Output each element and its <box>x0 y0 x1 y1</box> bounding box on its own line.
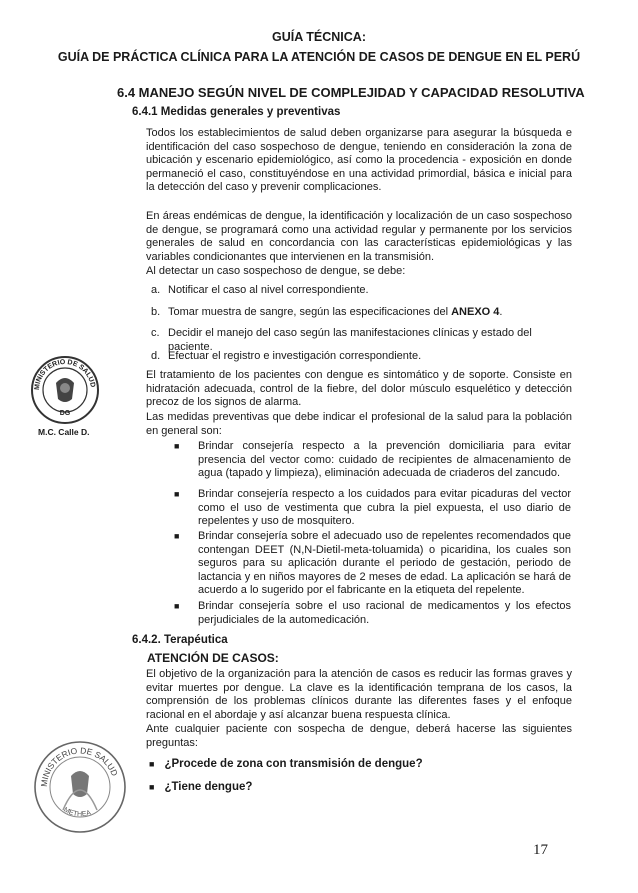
list-item-d <box>151 350 571 364</box>
bullet-icon: ■ <box>174 489 180 499</box>
subsection-title-6-4-2: 6.4.2. Terapéutica <box>132 634 228 646</box>
list-label: c. <box>151 327 160 339</box>
bullet-icon: ■ <box>149 759 155 769</box>
list-text: Tomar muestra de sangre, según las especificaciones del <box>168 306 449 318</box>
header-title: GUÍA TÉCNICA: <box>272 30 366 44</box>
svg-text:MINISTERIO DE SALUD: MINISTERIO DE SALUD <box>33 358 96 391</box>
question-text: ¿Procede de zona con transmisión de dengue? <box>164 758 423 770</box>
question-1 <box>149 758 423 770</box>
question-text: ¿Tiene dengue? <box>164 781 253 793</box>
bullet-icon: ■ <box>174 531 180 541</box>
paragraph-1: Todos los establecimientos de salud deben organizarse para asegurar la búsqueda e identificación del caso sospechoso de dengue, teniendo en consideración la zona de ubicación y escenario epidemiológico, así como la procedencia - exposición en donde permaneció el caso, constituyéndose en una actividad primordial, básica e inicial para la detección del caso y prevenir complicaciones. <box>146 127 572 194</box>
page-number: 17 <box>533 842 548 858</box>
list-item-a <box>151 284 571 298</box>
list-text-wrapper <box>151 306 571 320</box>
list-text-end: . <box>499 306 503 318</box>
bullet-text: Brindar consejería respecto a la prevención domiciliaria para evitar presencia del vector como: cuidado de recipientes de almacenamiento de agua (tapado y limpieza), eliminación adecuada de criaderos del zancudo. <box>198 440 571 480</box>
paragraph-2: En áreas endémicas de dengue, la identificación y localización de un caso sospechoso de dengue, se programará como una actividad regular y permanente por los servicios generales de salud en concordancia con las características epidemiológicas y las variables condicionantes que intervienen en la transmisión. <box>146 210 572 263</box>
svg-text:DG: DG <box>59 410 71 417</box>
paragraph-3: Al detectar un caso sospechoso de dengue, se debe: <box>146 265 406 277</box>
paragraph-5: Las medidas preventivas que debe indicar el profesional de la salud para la población en general son: <box>146 411 572 437</box>
bullet-item-1 <box>174 440 571 481</box>
svg-text:MINISTERIO DE SALUD: MINISTERIO DE SALUD <box>38 745 120 788</box>
list-label: a. <box>151 284 161 296</box>
bullet-item-2 <box>174 488 571 529</box>
bullet-item-4 <box>174 600 571 627</box>
list-text: Efectuar el registro e investigación correspondiente. <box>168 350 422 362</box>
bullet-icon: ■ <box>174 601 180 611</box>
paragraph-6: El objetivo de la organización para la atención de casos es reducir las formas graves y evitar muertes por dengue. La clave es la identificación temprana de los casos, la comprensión de los problemas clínicos durante las diferentes fases y el enfoque racional en el abordaje y así alcanzar buena respuesta clínica. <box>146 668 572 721</box>
list-label: b. <box>151 306 161 318</box>
signature-name: M.C. Calle D. <box>38 427 90 437</box>
list-item-b <box>151 306 571 320</box>
paragraph-4: El tratamiento de los pacientes con dengue es sintomático y de soporte. Consiste en hidratación adecuada, control de la fiebre, del dolor músculo esquelético y detección precoz de los signos de alarma. <box>146 369 572 409</box>
paragraph-7: Ante cualquier paciente con sospecha de dengue, deberá hacerse las siguientes preguntas: <box>146 723 572 749</box>
bullet-text: Brindar consejería sobre el uso racional de medicamentos y los efectos perjudiciales de la automedicación. <box>198 600 571 626</box>
section-title: 6.4 MANEJO SEGÚN NIVEL DE COMPLEJIDAD Y CAPACIDAD RESOLUTIVA <box>117 85 585 100</box>
list-text: Decidir el manejo del caso según las manifestaciones clínicas y estado del paciente. <box>168 327 532 353</box>
bullet-item-3 <box>174 530 571 598</box>
list-label: d. <box>151 350 161 362</box>
header-subtitle: GUÍA DE PRÁCTICA CLÍNICA PARA LA ATENCIÓN DE CASOS DE DENGUE EN EL PERÚ <box>57 50 581 64</box>
bullet-text: Brindar consejería sobre el adecuado uso de repelentes recomendados que contengan DEET (N,N-Dietil-meta-toluamida) o picaridina, los cuales son seguros para su aplicación durante el periodo de gestación, periodo de lactancia y en niños mayores de 2 meses de edad. La aplicación se hará de acuerdo a lo sugerido por el fabricante en la etiqueta del repelente. <box>198 530 571 597</box>
bullet-text: Brindar consejería respecto a los cuidados para evitar picaduras del vector como el uso de vestimenta que cubra la piel expuesta, el uso diario de repelentes y uso de mosquitero. <box>198 488 571 528</box>
ministry-seal-icon <box>30 355 100 425</box>
subsection-title-6-4-1: 6.4.1 Medidas generales y preventivas <box>132 106 341 118</box>
ministry-seal-2-icon <box>33 740 128 835</box>
list-text: Notificar el caso al nivel correspondiente. <box>168 284 369 296</box>
bullet-icon: ■ <box>149 782 155 792</box>
atencion-casos-title: ATENCIÓN DE CASOS: <box>147 651 279 665</box>
annex-reference: ANEXO 4 <box>451 306 500 318</box>
svg-text:METHEA: METHEA <box>62 806 92 819</box>
question-2 <box>149 781 252 793</box>
bullet-icon: ■ <box>174 441 180 451</box>
